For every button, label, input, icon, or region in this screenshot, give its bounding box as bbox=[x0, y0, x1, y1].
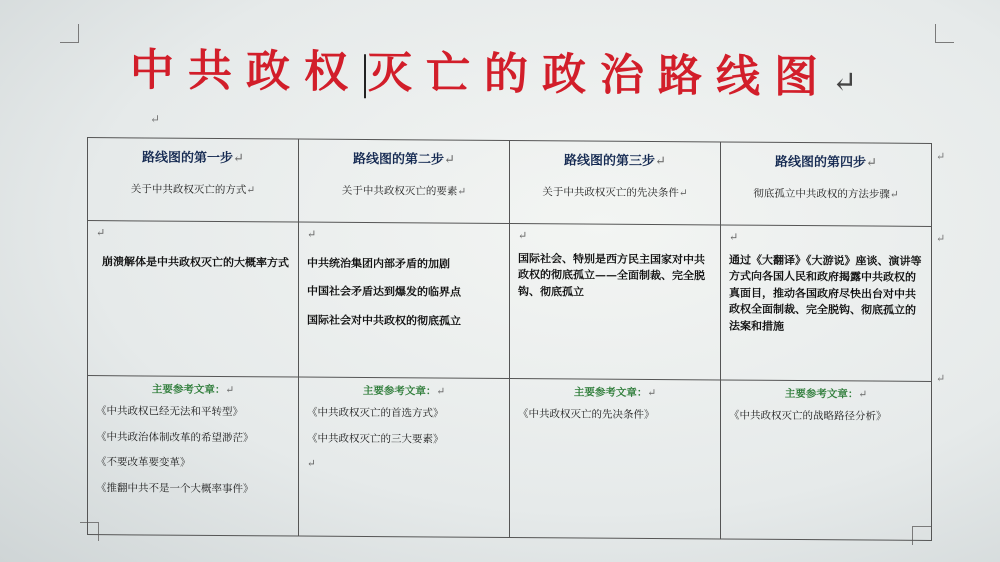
content-item: 通过《大翻译》《大游说》座谈、演讲等方式向各国人民和政府揭露中共政权的真面目，推动各国政府尽快出台对中共政权全面制裁、完全脱钩、彻底孤立的法案和措施 bbox=[729, 253, 922, 333]
text-cursor bbox=[364, 54, 366, 98]
ref-article: 《中共政权灭亡的先决条件》 bbox=[518, 407, 655, 421]
ref-article: 《中共政权已经无法和平转型》 bbox=[96, 404, 243, 418]
refs-label: 主要参考文章： bbox=[573, 386, 648, 399]
step-content-cell-3[interactable] bbox=[510, 224, 721, 380]
step-title: 路线图的第一步 bbox=[142, 150, 234, 167]
paragraph-mark-icon: ↵ bbox=[729, 230, 739, 244]
step-subtitle: 关于中共政权灭亡的方式 bbox=[130, 182, 247, 196]
step-header-cell-3[interactable] bbox=[510, 141, 721, 225]
paragraph-mark-icon: ↵ bbox=[457, 185, 467, 198]
paragraph-mark-icon: ↵ bbox=[655, 154, 666, 170]
row-end-mark-icon: ↵ bbox=[936, 150, 946, 163]
step-refs-cell-4[interactable] bbox=[721, 380, 932, 540]
crop-mark-top-right bbox=[935, 24, 954, 43]
ref-article: 《中共政权灭亡的首选方式》 bbox=[307, 406, 444, 420]
ref-article: 《中共政权灭亡的战略路径分析》 bbox=[729, 409, 887, 423]
step-refs-cell-2[interactable] bbox=[299, 377, 510, 537]
content-item: 中国社会矛盾达到爆发的临界点 bbox=[307, 284, 461, 299]
step-refs-cell-1[interactable] bbox=[88, 376, 299, 536]
content-item: 国际社会对中共政权的彻底孤立 bbox=[307, 313, 461, 328]
refs-label: 主要参考文章： bbox=[784, 387, 859, 401]
step-subtitle: 关于中共政权灭亡的要素 bbox=[341, 184, 458, 198]
ref-article: 《中共政权灭亡的三大要素》 bbox=[307, 432, 444, 446]
step-header-cell-4[interactable] bbox=[721, 142, 932, 226]
paragraph-mark-icon: ↵ bbox=[858, 388, 868, 401]
paragraph-mark-icon: ↵ bbox=[246, 183, 256, 196]
step-header-cell-1[interactable] bbox=[88, 138, 299, 222]
step-title: 路线图的第三步 bbox=[564, 153, 656, 170]
refs-label: 主要参考文章： bbox=[362, 384, 437, 398]
content-item: 国际社会、特别是西方民主国家对中共政权的彻底孤立——全面制裁、完全脱钩、彻底孤立 bbox=[518, 251, 705, 299]
paragraph-mark-icon: ↵ bbox=[647, 386, 657, 400]
paragraph-mark-icon: ↵ bbox=[96, 226, 106, 240]
crop-mark-top-left bbox=[60, 24, 79, 43]
title-text-part1: 中共政权 bbox=[130, 44, 362, 99]
step-content-cell-1[interactable] bbox=[88, 221, 299, 377]
step-subtitle: 彻底孤立中共政权的方法步骤 bbox=[753, 187, 890, 201]
content-item: 中共统治集团内部矛盾的加剧 bbox=[307, 256, 450, 271]
paragraph-mark-icon: ↵ bbox=[678, 186, 688, 199]
document-title[interactable] bbox=[130, 34, 930, 102]
refs-label: 主要参考文章： bbox=[151, 383, 226, 397]
step-content-cell-2[interactable] bbox=[299, 222, 510, 378]
content-item: 崩溃解体是中共政权灭亡的大概率方式 bbox=[102, 254, 289, 269]
step-subtitle: 关于中共政权灭亡的先决条件 bbox=[542, 185, 679, 199]
paragraph-mark-icon: ↵ bbox=[444, 152, 455, 168]
ref-article: 《中共政治体制改革的希望渺茫》 bbox=[96, 430, 254, 444]
row-end-mark-icon: ↵ bbox=[936, 372, 946, 385]
roadmap-table bbox=[87, 137, 932, 541]
paragraph-mark-icon: ↵ bbox=[150, 112, 161, 126]
step-header-cell-2[interactable] bbox=[299, 139, 510, 223]
paragraph-mark-icon: ↵ bbox=[307, 457, 316, 470]
paragraph-mark-icon: ↵ bbox=[866, 155, 877, 171]
step-title: 路线图的第二步 bbox=[353, 151, 445, 168]
paragraph-mark-icon: ↵ bbox=[307, 227, 317, 241]
step-title: 路线图的第四步 bbox=[775, 154, 867, 171]
paragraph-mark-icon: ↵ bbox=[225, 384, 235, 397]
ref-article: 《不要改革要变革》 bbox=[96, 456, 191, 470]
paragraph-mark-icon: ↵ bbox=[436, 385, 446, 398]
paragraph-mark-icon: ↵ bbox=[518, 229, 528, 243]
step-refs-cell-3[interactable] bbox=[510, 379, 721, 539]
ref-article: 《推翻中共不是一个大概率事件》 bbox=[96, 482, 254, 496]
paragraph-mark-icon: ↵ bbox=[889, 188, 899, 201]
step-content-cell-4[interactable] bbox=[721, 225, 932, 381]
paragraph-mark-icon: ↵ bbox=[832, 65, 858, 101]
paragraph-mark-icon: ↵ bbox=[233, 151, 244, 167]
row-end-mark-icon: ↵ bbox=[936, 232, 946, 245]
title-text-part2: 灭亡的政治路线图 bbox=[368, 47, 832, 104]
